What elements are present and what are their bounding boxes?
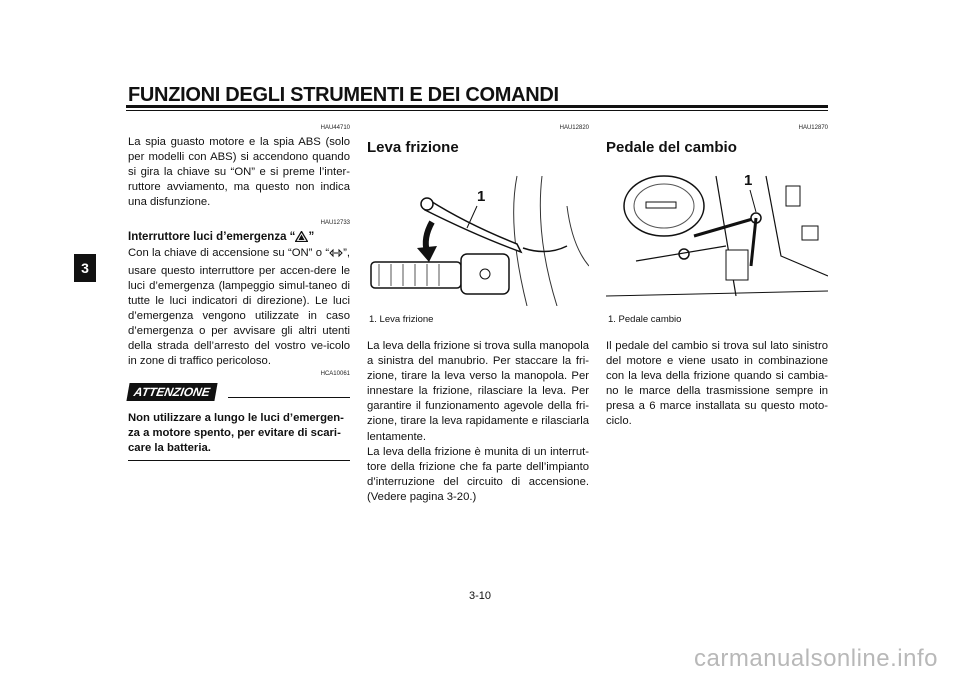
figure-caption: 1. Pedale cambio bbox=[608, 314, 682, 325]
column-left bbox=[128, 125, 350, 461]
column-middle bbox=[367, 125, 589, 505]
watermark: carmanualsonline.info bbox=[694, 645, 938, 672]
hazard-heading-suffix: ” bbox=[308, 231, 315, 244]
section-title-shift-pedal: Pedale del cambio bbox=[606, 139, 737, 156]
clutch-lever-figure bbox=[367, 166, 589, 306]
section-code: HAU12733 bbox=[320, 220, 350, 227]
clutch-lever-illustration bbox=[367, 166, 589, 306]
column-right bbox=[606, 125, 828, 430]
warning-header bbox=[128, 383, 350, 403]
paragraph-warning-lights: La spia guasto motore e la spia ABS (solo per modelli con ABS) si accendono quando si gira la chiave su “ON” e si preme l’inter-ruttore avviamento, ma questo non indica una disfunzione. bbox=[128, 136, 350, 209]
hazard-triangle-icon bbox=[295, 231, 308, 246]
figure-caption: 1. Leva frizione bbox=[369, 314, 434, 325]
shift-pedal-figure bbox=[606, 166, 828, 306]
paragraph-hazard bbox=[128, 246, 350, 369]
warning-rule bbox=[228, 397, 350, 398]
chapter-tab: 3 bbox=[74, 254, 96, 282]
hazard-para-suffix: ”, usare questo interruttore per accen-dere le luci d’emergenza (lampeggio simul-taneo di tutte le luci indicatori di direzione). Le luci d’emergenza vengono utilizzate in caso d’emergenza o per avvisare gli altri utenti della strada dell’arresto del vostro ve-icolo in zone di traffico pericoloso. bbox=[128, 247, 350, 368]
section-code: HAU12820 bbox=[559, 125, 589, 131]
header-rule-thin bbox=[126, 110, 828, 111]
section-title-clutch: Leva frizione bbox=[367, 139, 459, 156]
section-code: HCA10061 bbox=[320, 371, 350, 378]
paragraph-shift-pedal: Il pedale del cambio si trova sul lato sinistro del motore e viene usato in combinazione con la leva della frizione quando si cambia-no le marce della trasmissione sempre in presa a 6 marce installata su questo moto-ciclo. bbox=[606, 340, 828, 428]
figure-callout-number: 1 bbox=[744, 172, 753, 189]
warning-badge: ATTENZIONE bbox=[126, 383, 217, 401]
page-number: 3-10 bbox=[468, 590, 492, 602]
figure-callout-number: 1 bbox=[477, 188, 486, 205]
page-header-title: FUNZIONI DEGLI STRUMENTI E DEI COMANDI bbox=[128, 84, 559, 106]
shift-pedal-illustration bbox=[606, 166, 828, 306]
warning-text: Non utilizzare a lungo le luci d’emergen-za a motore spento, per evitare di scari-care la batteria. bbox=[128, 411, 350, 461]
section-code: HAU12870 bbox=[798, 125, 828, 131]
hazard-heading bbox=[128, 230, 350, 246]
paragraph-clutch-2: La leva della frizione è munita di un interrut-tore della frizione che fa parte dell’impianto d’interruzione del circuito di accensione. (Vedere pagina 3-20.) bbox=[367, 445, 589, 503]
header-rule bbox=[126, 105, 828, 108]
hazard-para-prefix: Con la chiave di accensione su “ON” o “ bbox=[128, 247, 330, 260]
section-code: HAU44710 bbox=[320, 125, 350, 131]
hazard-switch-icon bbox=[329, 248, 343, 263]
hazard-heading-prefix: Interruttore luci d’emergenza “ bbox=[128, 231, 296, 244]
paragraph-clutch-1: La leva della frizione si trova sulla manopola a sinistra del manubrio. Per staccare la fri-zione, tirare la leva verso la manopola. Per innestare la frizione, rilasciare la leva. Per garantire il funzionamento agevole della fri-zione, tirare la leva rapidamente e rilasciarla lentamente. bbox=[367, 340, 589, 443]
